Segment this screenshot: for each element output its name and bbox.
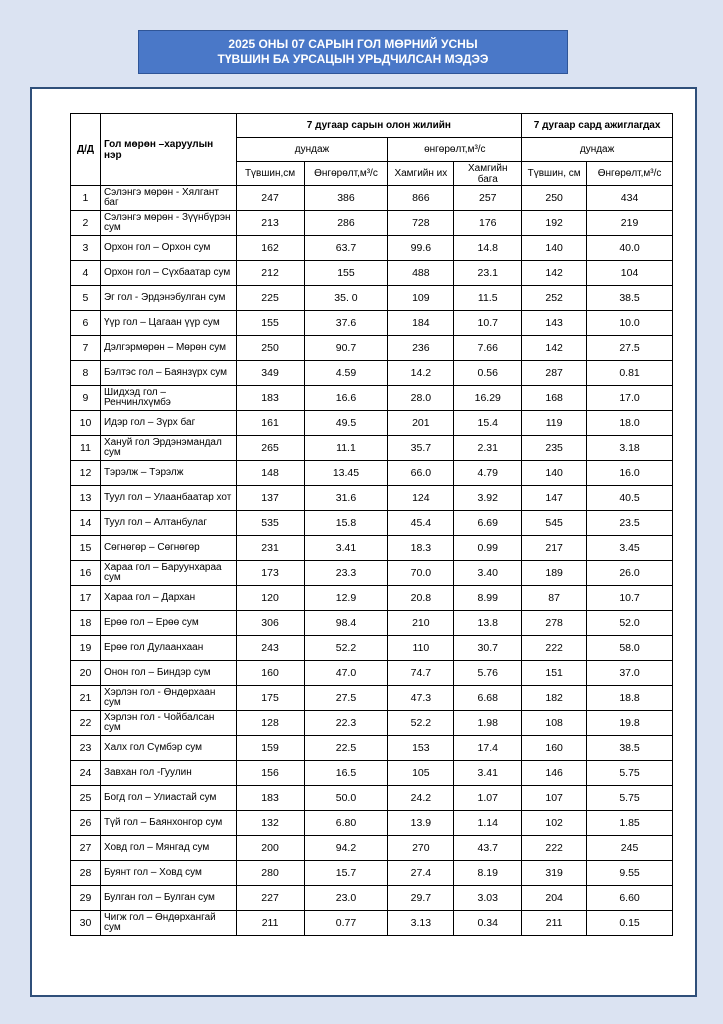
table-row xyxy=(71,661,673,686)
min-flow-cell: 3.92 xyxy=(454,486,522,511)
row-number-cell: 18 xyxy=(71,611,101,636)
max-flow-cell: 210 xyxy=(388,611,454,636)
table-row xyxy=(71,536,673,561)
observed-flow-cell: 10.7 xyxy=(587,586,673,611)
table-row xyxy=(71,786,673,811)
min-flow-cell: 14.8 xyxy=(454,236,522,261)
observed-flow-cell: 38.5 xyxy=(587,286,673,311)
row-number-cell: 27 xyxy=(71,836,101,861)
row-number-cell: 15 xyxy=(71,536,101,561)
header-observed: 7 дугаар сард ажиглагдах xyxy=(522,114,673,138)
observed-level-cell: 250 xyxy=(522,186,587,211)
table-row xyxy=(71,286,673,311)
river-name-cell: Хараа гол – Баруунхараа сум xyxy=(100,561,236,586)
observed-flow-cell: 5.75 xyxy=(587,761,673,786)
observed-flow-cell: 40.0 xyxy=(587,236,673,261)
min-flow-cell: 3.03 xyxy=(454,886,522,911)
river-name-cell: Ховд гол – Мянгад сум xyxy=(100,836,236,861)
max-flow-cell: 109 xyxy=(388,286,454,311)
flow-cell: 13.45 xyxy=(304,461,388,486)
observed-level-cell: 140 xyxy=(522,236,587,261)
title-line-1: 2025 ОНЫ 07 САРЫН ГОЛ МӨРНИЙ УСНЫ xyxy=(228,37,478,51)
header-obs-flow: Өнгөрөлт,м³/с xyxy=(587,162,673,186)
observed-level-cell: 222 xyxy=(522,836,587,861)
observed-level-cell: 168 xyxy=(522,386,587,411)
max-flow-cell: 27.4 xyxy=(388,861,454,886)
min-flow-cell: 16.29 xyxy=(454,386,522,411)
flow-cell: 386 xyxy=(304,186,388,211)
observed-flow-cell: 18.0 xyxy=(587,411,673,436)
observed-flow-cell: 40.5 xyxy=(587,486,673,511)
max-flow-cell: 488 xyxy=(388,261,454,286)
observed-flow-cell: 1.85 xyxy=(587,811,673,836)
observed-flow-cell: 0.81 xyxy=(587,361,673,386)
observed-level-cell: 107 xyxy=(522,786,587,811)
river-name-cell: Халх гол Сүмбэр сум xyxy=(100,736,236,761)
row-number-cell: 21 xyxy=(71,686,101,711)
table-row xyxy=(71,861,673,886)
observed-level-cell: 102 xyxy=(522,811,587,836)
river-name-cell: Дэлгэрмөрөн – Мөрөн сум xyxy=(100,336,236,361)
min-flow-cell: 6.69 xyxy=(454,511,522,536)
min-flow-cell: 5.76 xyxy=(454,661,522,686)
observed-level-cell: 192 xyxy=(522,211,587,236)
river-name-cell: Буянт гол – Ховд сум xyxy=(100,861,236,886)
flow-cell: 16.6 xyxy=(304,386,388,411)
max-flow-cell: 866 xyxy=(388,186,454,211)
header-dd: Д/Д xyxy=(71,114,101,186)
observed-flow-cell: 26.0 xyxy=(587,561,673,586)
header-observed-average: дундаж xyxy=(522,138,673,162)
flow-cell: 23.0 xyxy=(304,886,388,911)
river-name-cell: Онон гол – Биндэр сум xyxy=(100,661,236,686)
observed-level-cell: 147 xyxy=(522,486,587,511)
min-flow-cell: 1.07 xyxy=(454,786,522,811)
header-obs-level: Түвшин, см xyxy=(522,162,587,186)
observed-level-cell: 545 xyxy=(522,511,587,536)
flow-cell: 15.8 xyxy=(304,511,388,536)
flow-cell: 0.77 xyxy=(304,911,388,936)
river-name-cell: Бэлтэс гол – Баянзүрх сум xyxy=(100,361,236,386)
observed-level-cell: 319 xyxy=(522,861,587,886)
row-number-cell: 16 xyxy=(71,561,101,586)
level-cell: 128 xyxy=(236,711,304,736)
observed-flow-cell: 5.75 xyxy=(587,786,673,811)
river-name-cell: Орхон гол – Орхон сум xyxy=(100,236,236,261)
river-name-cell: Туул гол – Улаанбаатар хот xyxy=(100,486,236,511)
observed-level-cell: 235 xyxy=(522,436,587,461)
flow-cell: 37.6 xyxy=(304,311,388,336)
min-flow-cell: 1.98 xyxy=(454,711,522,736)
flow-cell: 94.2 xyxy=(304,836,388,861)
table-row xyxy=(71,411,673,436)
observed-level-cell: 151 xyxy=(522,661,587,686)
row-number-cell: 11 xyxy=(71,436,101,461)
title-line-2: ТҮВШИН БА УРСАЦЫН УРЬДЧИЛСАН МЭДЭЭ xyxy=(217,52,489,66)
table-row xyxy=(71,761,673,786)
min-flow-cell: 0.56 xyxy=(454,361,522,386)
level-cell: 231 xyxy=(236,536,304,561)
flow-cell: 22.5 xyxy=(304,736,388,761)
observed-flow-cell: 38.5 xyxy=(587,736,673,761)
river-name-cell: Хэрлэн гол - Өндөрхаан сум xyxy=(100,686,236,711)
level-cell: 227 xyxy=(236,886,304,911)
observed-flow-cell: 245 xyxy=(587,836,673,861)
flow-cell: 6.80 xyxy=(304,811,388,836)
max-flow-cell: 70.0 xyxy=(388,561,454,586)
observed-flow-cell: 18.8 xyxy=(587,686,673,711)
max-flow-cell: 35.7 xyxy=(388,436,454,461)
max-flow-cell: 29.7 xyxy=(388,886,454,911)
table-row xyxy=(71,611,673,636)
table-row xyxy=(71,561,673,586)
row-number-cell: 13 xyxy=(71,486,101,511)
level-cell: 250 xyxy=(236,336,304,361)
level-cell: 265 xyxy=(236,436,304,461)
river-name-cell: Шидхэд гол – Ренчинлхүмбэ xyxy=(100,386,236,411)
observed-flow-cell: 10.0 xyxy=(587,311,673,336)
max-flow-cell: 13.9 xyxy=(388,811,454,836)
flow-cell: 155 xyxy=(304,261,388,286)
min-flow-cell: 23.1 xyxy=(454,261,522,286)
observed-flow-cell: 9.55 xyxy=(587,861,673,886)
observed-level-cell: 252 xyxy=(522,286,587,311)
max-flow-cell: 24.2 xyxy=(388,786,454,811)
table-header xyxy=(71,114,673,186)
observed-flow-cell: 23.5 xyxy=(587,511,673,536)
table-row xyxy=(71,311,673,336)
river-name-cell: Туул гол – Алтанбулаг xyxy=(100,511,236,536)
table-row xyxy=(71,236,673,261)
level-cell: 213 xyxy=(236,211,304,236)
level-cell: 535 xyxy=(236,511,304,536)
row-number-cell: 1 xyxy=(71,186,101,211)
level-cell: 349 xyxy=(236,361,304,386)
river-name-cell: Булган гол – Булган сум xyxy=(100,886,236,911)
observed-level-cell: 287 xyxy=(522,361,587,386)
header-max: Хамгийн их xyxy=(388,162,454,186)
min-flow-cell: 4.79 xyxy=(454,461,522,486)
flow-cell: 22.3 xyxy=(304,711,388,736)
river-name-cell: Үүр гол – Цагаан үүр сум xyxy=(100,311,236,336)
table-row xyxy=(71,586,673,611)
min-flow-cell: 8.19 xyxy=(454,861,522,886)
min-flow-cell: 15.4 xyxy=(454,411,522,436)
flow-cell: 27.5 xyxy=(304,686,388,711)
river-forecast-table xyxy=(70,113,673,936)
level-cell: 225 xyxy=(236,286,304,311)
max-flow-cell: 124 xyxy=(388,486,454,511)
river-name-cell: Завхан гол -Гуулин xyxy=(100,761,236,786)
observed-level-cell: 211 xyxy=(522,911,587,936)
max-flow-cell: 153 xyxy=(388,736,454,761)
river-name-cell: Эг гол - Эрдэнэбулган сум xyxy=(100,286,236,311)
row-number-cell: 30 xyxy=(71,911,101,936)
level-cell: 211 xyxy=(236,911,304,936)
level-cell: 183 xyxy=(236,386,304,411)
level-cell: 156 xyxy=(236,761,304,786)
flow-cell: 16.5 xyxy=(304,761,388,786)
min-flow-cell: 8.99 xyxy=(454,586,522,611)
level-cell: 280 xyxy=(236,861,304,886)
header-river-post: Гол мөрөн –харуулын нэр xyxy=(100,114,236,186)
level-cell: 183 xyxy=(236,786,304,811)
table-row xyxy=(71,811,673,836)
row-number-cell: 29 xyxy=(71,886,101,911)
table-row xyxy=(71,361,673,386)
level-cell: 155 xyxy=(236,311,304,336)
row-number-cell: 5 xyxy=(71,286,101,311)
flow-cell: 52.2 xyxy=(304,636,388,661)
flow-cell: 11.1 xyxy=(304,436,388,461)
level-cell: 160 xyxy=(236,661,304,686)
header-average: дундаж xyxy=(236,138,388,162)
level-cell: 159 xyxy=(236,736,304,761)
level-cell: 306 xyxy=(236,611,304,636)
flow-cell: 47.0 xyxy=(304,661,388,686)
observed-flow-cell: 27.5 xyxy=(587,336,673,361)
flow-cell: 35. 0 xyxy=(304,286,388,311)
river-name-cell: Ерөө гол Дулаанхаан xyxy=(100,636,236,661)
observed-flow-cell: 3.18 xyxy=(587,436,673,461)
max-flow-cell: 99.6 xyxy=(388,236,454,261)
document-page xyxy=(30,87,697,997)
level-cell: 175 xyxy=(236,686,304,711)
level-cell: 137 xyxy=(236,486,304,511)
row-number-cell: 24 xyxy=(71,761,101,786)
row-number-cell: 28 xyxy=(71,861,101,886)
observed-level-cell: 142 xyxy=(522,336,587,361)
min-flow-cell: 3.41 xyxy=(454,761,522,786)
level-cell: 132 xyxy=(236,811,304,836)
flow-cell: 15.7 xyxy=(304,861,388,886)
row-number-cell: 20 xyxy=(71,661,101,686)
table-row xyxy=(71,211,673,236)
max-flow-cell: 28.0 xyxy=(388,386,454,411)
min-flow-cell: 0.34 xyxy=(454,911,522,936)
observed-level-cell: 160 xyxy=(522,736,587,761)
max-flow-cell: 110 xyxy=(388,636,454,661)
min-flow-cell: 10.7 xyxy=(454,311,522,336)
river-name-cell: Ерөө гол – Ерөө сум xyxy=(100,611,236,636)
flow-cell: 90.7 xyxy=(304,336,388,361)
flow-cell: 98.4 xyxy=(304,611,388,636)
min-flow-cell: 11.5 xyxy=(454,286,522,311)
observed-flow-cell: 104 xyxy=(587,261,673,286)
observed-flow-cell: 0.15 xyxy=(587,911,673,936)
level-cell: 161 xyxy=(236,411,304,436)
level-cell: 148 xyxy=(236,461,304,486)
observed-level-cell: 222 xyxy=(522,636,587,661)
river-name-cell: Орхон гол – Сүхбаатар сум xyxy=(100,261,236,286)
observed-level-cell: 189 xyxy=(522,561,587,586)
table-row xyxy=(71,686,673,711)
max-flow-cell: 14.2 xyxy=(388,361,454,386)
table-row xyxy=(71,261,673,286)
header-flow: Өнгөрөлт,м³/с xyxy=(304,162,388,186)
header-flow-group: өнгөрөлт,м³/с xyxy=(388,138,522,162)
river-name-cell: Сэлэнгэ мөрөн - Зүүнбүрэн сум xyxy=(100,211,236,236)
flow-cell: 4.59 xyxy=(304,361,388,386)
max-flow-cell: 270 xyxy=(388,836,454,861)
row-number-cell: 17 xyxy=(71,586,101,611)
table-row xyxy=(71,911,673,936)
observed-flow-cell: 6.60 xyxy=(587,886,673,911)
level-cell: 120 xyxy=(236,586,304,611)
table-body xyxy=(71,186,673,936)
observed-level-cell: 143 xyxy=(522,311,587,336)
header-min: Хамгийн бага xyxy=(454,162,522,186)
max-flow-cell: 20.8 xyxy=(388,586,454,611)
max-flow-cell: 201 xyxy=(388,411,454,436)
min-flow-cell: 3.40 xyxy=(454,561,522,586)
table-row xyxy=(71,511,673,536)
row-number-cell: 22 xyxy=(71,711,101,736)
max-flow-cell: 105 xyxy=(388,761,454,786)
min-flow-cell: 1.14 xyxy=(454,811,522,836)
row-number-cell: 2 xyxy=(71,211,101,236)
min-flow-cell: 257 xyxy=(454,186,522,211)
max-flow-cell: 184 xyxy=(388,311,454,336)
level-cell: 200 xyxy=(236,836,304,861)
flow-cell: 49.5 xyxy=(304,411,388,436)
river-name-cell: Тэрэлж – Тэрэлж xyxy=(100,461,236,486)
table-row xyxy=(71,886,673,911)
observed-level-cell: 217 xyxy=(522,536,587,561)
flow-cell: 23.3 xyxy=(304,561,388,586)
row-number-cell: 6 xyxy=(71,311,101,336)
river-name-cell: Богд гол – Улиастай сум xyxy=(100,786,236,811)
observed-level-cell: 146 xyxy=(522,761,587,786)
flow-cell: 3.41 xyxy=(304,536,388,561)
observed-level-cell: 204 xyxy=(522,886,587,911)
table-row xyxy=(71,386,673,411)
observed-level-cell: 119 xyxy=(522,411,587,436)
min-flow-cell: 30.7 xyxy=(454,636,522,661)
flow-cell: 63.7 xyxy=(304,236,388,261)
row-number-cell: 12 xyxy=(71,461,101,486)
row-number-cell: 14 xyxy=(71,511,101,536)
header-multi-year: 7 дугаар сарын олон жилийн xyxy=(236,114,522,138)
river-name-cell: Сэлэнгэ мөрөн - Хялгант баг xyxy=(100,186,236,211)
river-name-cell: Сөгнөгөр – Сөгнөгөр xyxy=(100,536,236,561)
observed-level-cell: 87 xyxy=(522,586,587,611)
max-flow-cell: 52.2 xyxy=(388,711,454,736)
table-row xyxy=(71,836,673,861)
river-name-cell: Чигж гол – Өндөрхангай сум xyxy=(100,911,236,936)
max-flow-cell: 236 xyxy=(388,336,454,361)
row-number-cell: 4 xyxy=(71,261,101,286)
table-row xyxy=(71,186,673,211)
row-number-cell: 3 xyxy=(71,236,101,261)
min-flow-cell: 43.7 xyxy=(454,836,522,861)
table-row xyxy=(71,436,673,461)
min-flow-cell: 2.31 xyxy=(454,436,522,461)
flow-cell: 31.6 xyxy=(304,486,388,511)
min-flow-cell: 0.99 xyxy=(454,536,522,561)
table-row xyxy=(71,711,673,736)
max-flow-cell: 66.0 xyxy=(388,461,454,486)
flow-cell: 286 xyxy=(304,211,388,236)
observed-level-cell: 278 xyxy=(522,611,587,636)
level-cell: 173 xyxy=(236,561,304,586)
row-number-cell: 25 xyxy=(71,786,101,811)
title-banner xyxy=(138,30,568,74)
river-name-cell: Хараа гол – Дархан xyxy=(100,586,236,611)
row-number-cell: 26 xyxy=(71,811,101,836)
table-row xyxy=(71,461,673,486)
river-name-cell: Хэрлэн гол - Чойбалсан сум xyxy=(100,711,236,736)
river-name-cell: Идэр гол – Зүрх баг xyxy=(100,411,236,436)
header-level: Түвшин,см xyxy=(236,162,304,186)
observed-flow-cell: 58.0 xyxy=(587,636,673,661)
observed-flow-cell: 434 xyxy=(587,186,673,211)
observed-flow-cell: 37.0 xyxy=(587,661,673,686)
observed-flow-cell: 52.0 xyxy=(587,611,673,636)
level-cell: 243 xyxy=(236,636,304,661)
max-flow-cell: 18.3 xyxy=(388,536,454,561)
table-row xyxy=(71,486,673,511)
observed-level-cell: 108 xyxy=(522,711,587,736)
level-cell: 212 xyxy=(236,261,304,286)
observed-flow-cell: 17.0 xyxy=(587,386,673,411)
observed-flow-cell: 3.45 xyxy=(587,536,673,561)
table-row xyxy=(71,336,673,361)
river-name-cell: Хануй гол Эрдэнэмандал сум xyxy=(100,436,236,461)
flow-cell: 12.9 xyxy=(304,586,388,611)
observed-level-cell: 142 xyxy=(522,261,587,286)
max-flow-cell: 45.4 xyxy=(388,511,454,536)
row-number-cell: 8 xyxy=(71,361,101,386)
row-number-cell: 9 xyxy=(71,386,101,411)
min-flow-cell: 176 xyxy=(454,211,522,236)
max-flow-cell: 74.7 xyxy=(388,661,454,686)
observed-level-cell: 140 xyxy=(522,461,587,486)
row-number-cell: 7 xyxy=(71,336,101,361)
table-row xyxy=(71,636,673,661)
observed-level-cell: 182 xyxy=(522,686,587,711)
table-row xyxy=(71,736,673,761)
min-flow-cell: 17.4 xyxy=(454,736,522,761)
observed-flow-cell: 16.0 xyxy=(587,461,673,486)
river-name-cell: Түй гол – Баянхонгор сум xyxy=(100,811,236,836)
level-cell: 247 xyxy=(236,186,304,211)
max-flow-cell: 728 xyxy=(388,211,454,236)
row-number-cell: 23 xyxy=(71,736,101,761)
observed-flow-cell: 219 xyxy=(587,211,673,236)
observed-flow-cell: 19.8 xyxy=(587,711,673,736)
max-flow-cell: 3.13 xyxy=(388,911,454,936)
min-flow-cell: 13.8 xyxy=(454,611,522,636)
row-number-cell: 10 xyxy=(71,411,101,436)
min-flow-cell: 6.68 xyxy=(454,686,522,711)
min-flow-cell: 7.66 xyxy=(454,336,522,361)
row-number-cell: 19 xyxy=(71,636,101,661)
level-cell: 162 xyxy=(236,236,304,261)
flow-cell: 50.0 xyxy=(304,786,388,811)
max-flow-cell: 47.3 xyxy=(388,686,454,711)
